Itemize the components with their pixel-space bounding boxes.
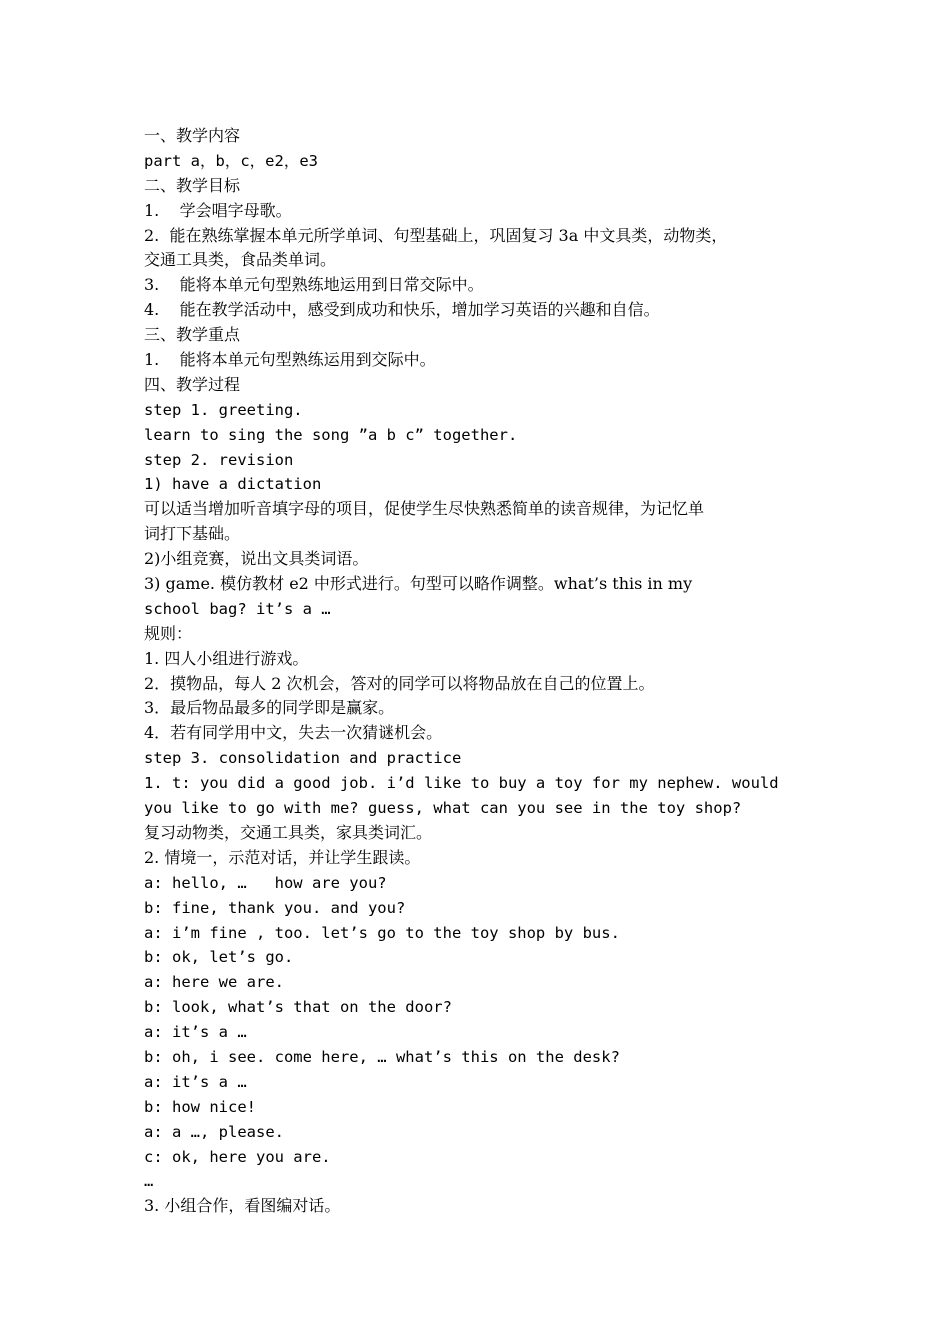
list-item: 2．摸物品，每人 2 次机会，答对的同学可以将物品放在自己的位置上。 xyxy=(144,673,655,693)
document-page xyxy=(144,124,814,1219)
text-line: part a，b，c，e2，e3 xyxy=(144,151,318,170)
section-heading-key-points: 三、教学重点 xyxy=(144,325,241,345)
text-line: 复习动物类，交通工具类，家具类词汇。 xyxy=(144,822,433,842)
text-line: 1. t: you did a good job. i’d like to buy a toy for my nephew. would xyxy=(144,774,779,793)
text-line: 1) have a dictation xyxy=(144,475,322,494)
list-item: 1. 能将本单元句型熟练运用到交际中。 xyxy=(144,350,436,370)
text-line: learn to sing the song ”a b c” together. xyxy=(144,425,518,444)
dialogue-line: b: how nice! xyxy=(144,1097,256,1116)
list-item: 2. 能在熟练掌握本单元所学单词、句型基础上，巩固复习 3a 中文具类，动物类， xyxy=(144,225,728,245)
list-item: 1. 四人小组进行游戏。 xyxy=(144,648,309,668)
dialogue-line: a: it’s a … xyxy=(144,1023,247,1042)
dialogue-line: a: here we are. xyxy=(144,973,284,992)
dialogue-line: a: a …, please. xyxy=(144,1122,284,1141)
text-line: step 3. consolidation and practice xyxy=(144,749,462,768)
list-item: 4．若有同学用中文，失去一次猜谜机会。 xyxy=(144,723,443,743)
list-item: 4. 能在教学活动中，感受到成功和快乐，增加学习英语的兴趣和自信。 xyxy=(144,300,660,320)
section-heading-process: 四、教学过程 xyxy=(144,374,241,394)
list-item: 3. 能将本单元句型熟练地运用到日常交际中。 xyxy=(144,275,484,295)
list-item: 3. 小组合作，看图编对话。 xyxy=(144,1196,341,1216)
text-line: you like to go with me? guess, what can you see in the toy shop? xyxy=(144,799,742,818)
section-heading-content: 一、教学内容 xyxy=(144,126,241,145)
section-heading-objectives: 二、教学目标 xyxy=(144,175,241,195)
text-line: 3) game. 模仿教材 e2 中形式进行。句型可以略作调整。what’s this in my xyxy=(144,574,693,594)
text-line: 2)小组竞赛，说出文具类词语。 xyxy=(144,549,369,569)
dialogue-line: b: oh, i see. come here, … what’s this on the desk? xyxy=(144,1047,620,1066)
dialogue-line: a: it’s a … xyxy=(144,1072,247,1091)
text-line: step 1. greeting. xyxy=(144,400,303,419)
dialogue-line: a: i’m fine , too. let’s go to the toy shop by bus. xyxy=(144,923,620,942)
dialogue-line: b: fine, thank you. and you? xyxy=(144,898,406,917)
list-item: 2. 情境一，示范对话，并让学生跟读。 xyxy=(144,847,421,867)
ellipsis-line: … xyxy=(144,1172,154,1191)
dialogue-line: b: look, what’s that on the door? xyxy=(144,998,452,1017)
dialogue-line: a: hello, … how are you? xyxy=(144,873,387,892)
text-line: 可以适当增加听音填字母的项目，促使学生尽快熟悉简单的读音规律，为记忆单 xyxy=(144,499,705,519)
rules-heading: 规则： xyxy=(144,623,193,643)
text-line: school bag? it’s a … xyxy=(144,599,331,618)
list-item: 3．最后物品最多的同学即是赢家。 xyxy=(144,698,395,718)
dialogue-line: b: ok, let’s go. xyxy=(144,948,294,967)
text-line: 交通工具类，食品类单词。 xyxy=(144,250,337,270)
text-line: 词打下基础。 xyxy=(144,524,241,544)
dialogue-line: c: ok, here you are. xyxy=(144,1147,331,1166)
text-line: step 2. revision xyxy=(144,450,294,469)
list-item: 1. 学会唱字母歌。 xyxy=(144,200,292,220)
